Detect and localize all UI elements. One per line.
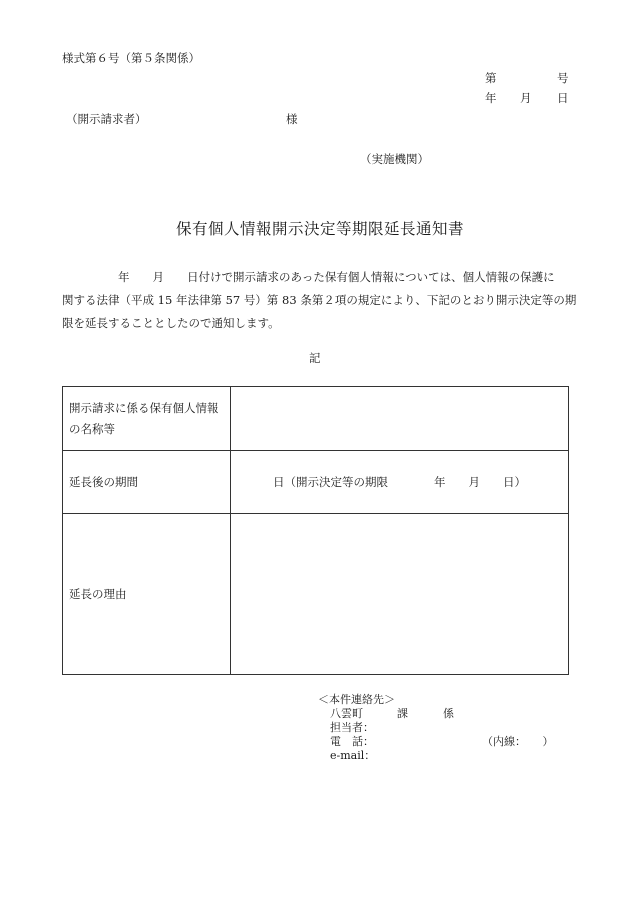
requester-label: （開示請求者） [66, 112, 147, 126]
details-table [62, 386, 569, 675]
extended-period-value[interactable]: 日（開示決定等の期限 年 月 日） [231, 451, 569, 514]
extended-period-label: 延長後の期間 [63, 451, 231, 514]
table-row [63, 387, 569, 451]
table-row [63, 451, 569, 514]
body-line-2: 関する法律（平成 15 年法律第 57 号）第 83 条第２項の規定により、下記のとおり開示決定等の期 [62, 293, 577, 307]
document-title: 保有個人情報開示決定等期限延長通知書 [176, 220, 465, 238]
requester-honorific: 様 [286, 112, 298, 126]
doc-number-suffix: 号 [557, 71, 569, 85]
body-text [62, 266, 577, 335]
info-name-value[interactable] [231, 387, 569, 451]
date-year: 年 [485, 91, 497, 105]
contact-town: 八雲町 [330, 707, 363, 720]
extension-reason-value[interactable] [231, 514, 569, 675]
extension-reason-label: 延長の理由 [63, 514, 231, 675]
table-row [63, 514, 569, 675]
info-name-label-line2: の名称等 [69, 421, 115, 436]
contact-phone-label: 電 話： [330, 735, 374, 748]
body-line-1: 年 月 日付けで開示請求のあった保有個人情報については、個人情報の保護に [118, 270, 555, 284]
form-number: 様式第６号（第５条関係） [62, 51, 200, 65]
date-day: 日 [557, 91, 569, 105]
contact-subsection: 係 [443, 707, 454, 720]
body-line-3: 限を延長することとしたので通知します。 [62, 316, 280, 330]
info-name-label-line1: 開示請求に係る保有個人情報 [69, 400, 219, 415]
info-name-label [63, 387, 231, 451]
date-month: 月 [520, 91, 532, 105]
contact-extension: （内線： ） [482, 735, 554, 748]
ki-heading: 記 [309, 351, 321, 365]
contact-section: 課 [397, 707, 408, 720]
doc-number-prefix: 第 [485, 71, 497, 85]
agency-label: （実施機関） [360, 152, 429, 166]
contact-email-label: e-mail： [330, 749, 376, 762]
contact-header: ＜本件連絡先＞ [318, 693, 395, 706]
contact-person-label: 担当者： [330, 721, 374, 734]
